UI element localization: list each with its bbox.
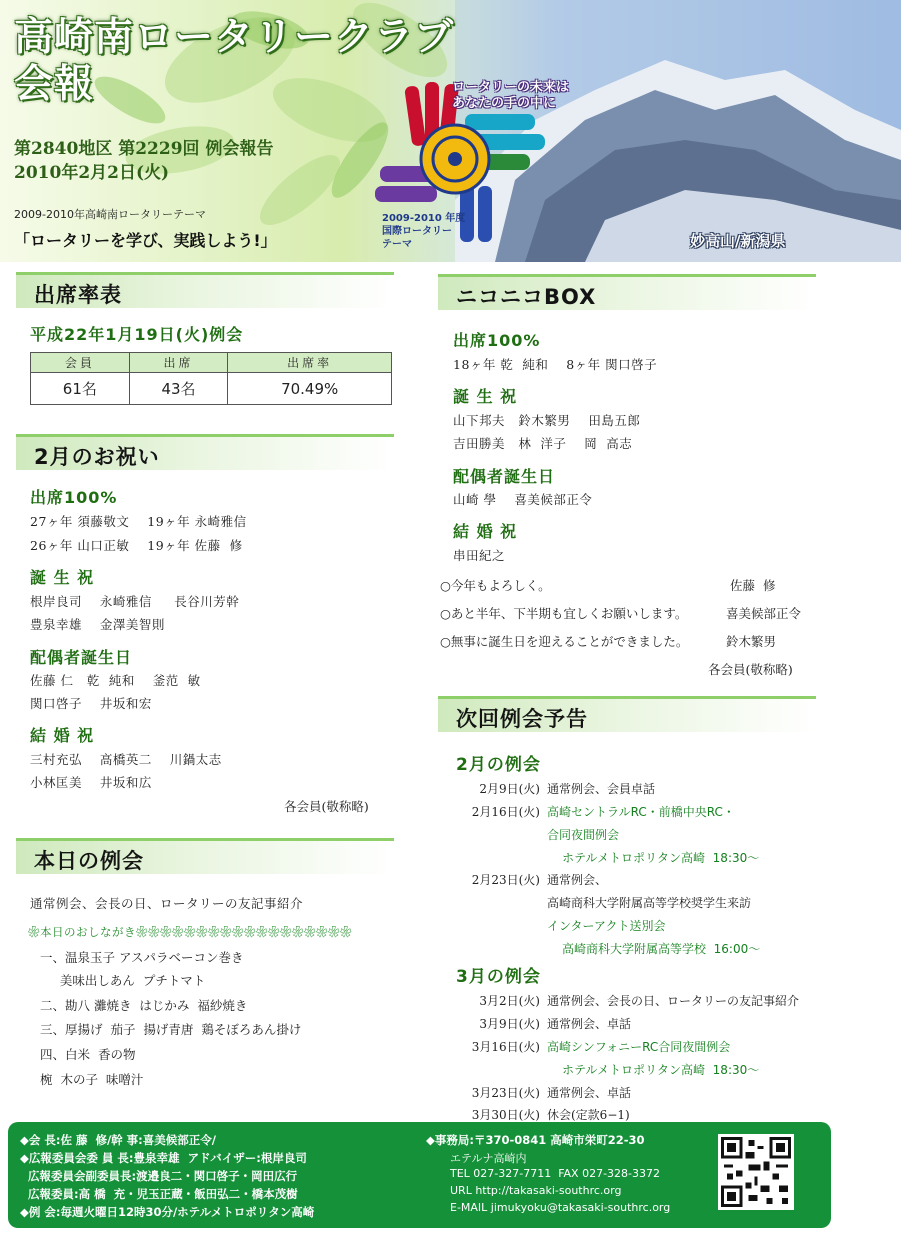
present-count: 43名 — [129, 373, 228, 405]
comment-name: 鈴木繁男 — [726, 634, 777, 649]
schedule-event: 合同夜間例会 — [547, 828, 620, 842]
nikoniko-birthday-heading: 誕 生 祝 — [453, 387, 518, 406]
honorific-note: 各会員(敬称略) — [708, 662, 793, 677]
footer-officers: ◆会 長:佐 藤 修/幹 事:喜美候部正令/ — [20, 1133, 216, 1147]
list-item: 吉田勝美 林 洋子 岡 高志 — [453, 436, 633, 451]
schedule-text: 通常例会、会員卓話 — [547, 782, 656, 796]
footer-office-building: エテルナ高崎内 — [450, 1152, 527, 1165]
list-item: 小林匡美 井坂和広 — [30, 775, 152, 790]
next-meeting-section-heading — [438, 696, 816, 732]
nikoniko-heading-text: ニコニコBOX — [456, 285, 597, 309]
menu-title: ❀本日のおしながき❀❀❀❀❀❀❀❀❀❀❀❀❀❀❀❀❀❀ — [28, 925, 352, 939]
honorific-note: 各会員(敬称略) — [284, 799, 369, 814]
footer-meeting-info: ◆例 会:毎週火曜日12時30分/ホテルメトロポリタン高崎 — [20, 1205, 315, 1219]
ri-year-line2: 国際ロータリー — [382, 226, 452, 237]
celebrations-section-heading — [16, 434, 394, 470]
table-header-rate: 出席率 — [228, 353, 392, 373]
footer-panel — [8, 1122, 831, 1228]
footer-email[interactable]: E-MAIL jimukyoku@takasaki-southrc.org — [450, 1201, 671, 1214]
list-item: 三村充弘 高橋英二 川鍋太志 — [30, 752, 222, 767]
attendance-meeting-date: 平成22年1月19日(火)例会 — [30, 325, 244, 344]
schedule-venue: ホテルメトロポリタン高崎 18:30〜 — [562, 851, 760, 865]
footer-phone-fax: TEL 027-327-7711 FAX 027-328-3372 — [450, 1167, 661, 1180]
today-heading-text: 本日の例会 — [34, 849, 144, 873]
schedule-text: 通常例会、卓話 — [547, 1086, 632, 1100]
celebrations-attendance-heading: 出席100% — [30, 488, 118, 507]
menu-item: 椀 木の子 味噌汁 — [40, 1072, 144, 1087]
ri-year-line3: テーマ — [382, 239, 412, 250]
schedule-date: 3月23日(火) — [471, 1086, 540, 1100]
footer-pr-vice: 広報委員会副委員長:渡邉良二・関口啓子・岡田広行 — [20, 1169, 298, 1183]
ri-year-theme — [382, 212, 465, 251]
schedule-venue: 高崎商科大学附属高等学校 16:00〜 — [562, 942, 761, 956]
nikoniko-wedding-heading: 結 婚 祝 — [453, 522, 518, 541]
schedule-date: 3月16日(火) — [471, 1040, 540, 1054]
list-item: 26ヶ年 山口正敏 19ヶ年 佐藤 修 — [30, 538, 243, 553]
schedule-text: 通常例会、 — [547, 873, 608, 887]
menu-item: 一、温泉玉子 アスパラベーコン巻き — [40, 950, 244, 965]
comment-text: ○あと半年、下半期も宜しくお願いします。 — [440, 606, 688, 621]
title-line-club: 高崎南ロータリークラブ — [14, 15, 455, 60]
schedule-text: 休会(定款6−1) — [547, 1108, 630, 1122]
ri-slogan — [452, 80, 569, 112]
today-section-heading — [16, 838, 394, 874]
celebrations-wedding-heading: 結 婚 祝 — [30, 726, 95, 745]
schedule-date: 3月30日(火) — [471, 1108, 540, 1122]
photo-location: 妙高山/新潟県 — [690, 232, 786, 250]
ri-slogan-line2: あなたの手の中に — [452, 96, 557, 111]
celebrations-heading-text: 2月のお祝い — [34, 445, 160, 469]
title-line-bulletin: 会報 — [14, 62, 95, 107]
schedule-text: 高崎商科大学附属高等学校奨学生来訪 — [547, 896, 752, 910]
attendance-section-heading — [16, 272, 394, 308]
comment-name: 佐藤 修 — [730, 578, 776, 593]
list-item: 根岸良司 永崎雅信 長谷川芳幹 — [30, 594, 240, 609]
attendance-heading-text: 出席率表 — [34, 283, 122, 307]
nikoniko-attendance-heading: 出席100% — [453, 331, 541, 350]
schedule-date: 3月2日(火) — [479, 994, 540, 1008]
list-item: 関口啓子 井坂和宏 — [30, 696, 152, 711]
members-count: 61名 — [31, 373, 130, 405]
newsletter-header — [0, 0, 901, 262]
footer-office: ◆事務局:〒370-0841 高崎市栄町22-30 — [426, 1133, 645, 1147]
schedule-date: 2月23日(火) — [471, 873, 540, 887]
list-item: 山下邦夫 鈴木繁男 田島五郎 — [453, 413, 641, 428]
schedule-date: 2月9日(火) — [479, 782, 540, 796]
schedule-text: 通常例会、会長の日、ロータリーの友記事紹介 — [547, 994, 800, 1008]
comment-text: ○今年もよろしく。 — [440, 578, 551, 593]
district-meeting-info: 第2840地区 第2229回 例会報告 — [14, 139, 274, 159]
club-theme-label: 2009-2010年高崎南ロータリーテーマ — [14, 208, 206, 221]
attendance-rate: 70.49% — [228, 373, 392, 405]
schedule-date: 2月16日(火) — [471, 805, 540, 819]
celebrations-spouse-heading: 配偶者誕生日 — [30, 648, 133, 667]
comment-name: 喜美候部正令 — [726, 606, 802, 621]
next-heading-text: 次回例会予告 — [456, 707, 588, 731]
club-theme: 「ロータリーを学び、実践しよう!」 — [14, 231, 277, 250]
list-item: 27ヶ年 須藤敬文 19ヶ年 永崎雅信 — [30, 514, 247, 529]
schedule-venue: ホテルメトロポリタン高崎 18:30〜 — [562, 1063, 760, 1077]
list-item: 18ヶ年 乾 純和 8ヶ年 関口啓子 — [453, 357, 658, 372]
menu-item: 三、厚揚げ 茄子 揚げ青唐 鶏そぼろあん掛け — [40, 1022, 302, 1037]
feb-meetings-heading: 2月の例会 — [456, 755, 541, 775]
footer-url[interactable]: URL http://takasaki-southrc.org — [450, 1184, 622, 1197]
schedule-event: インターアクト送別会 — [547, 919, 666, 933]
ri-year-line1: 2009-2010 年度 — [382, 213, 466, 224]
comment-text: ○無事に誕生日を迎えることができました。 — [440, 634, 689, 649]
attendance-table — [30, 352, 392, 405]
list-item: 佐藤 仁 乾 純和 釜范 敏 — [30, 673, 201, 688]
footer-pr-members: 広報委員:高 橋 充・児玉正蔵・飯田弘二・橋本茂樹 — [20, 1187, 298, 1201]
celebrations-birthday-heading: 誕 生 祝 — [30, 568, 95, 587]
ri-slogan-line1: ロータリーの未来は — [452, 80, 570, 95]
schedule-text: 通常例会、卓話 — [547, 1017, 632, 1031]
schedule-date: 3月9日(火) — [479, 1017, 540, 1031]
menu-item: 四、白米 香の物 — [40, 1047, 136, 1062]
meeting-date: 2010年2月2日(火) — [14, 163, 170, 183]
table-header-present: 出席 — [129, 353, 228, 373]
schedule-event: 高崎セントラルRC・前橋中央RC・ — [547, 805, 735, 819]
nikoniko-spouse-heading: 配偶者誕生日 — [453, 467, 556, 486]
today-description: 通常例会、会長の日、ロータリーの友記事紹介 — [30, 896, 304, 911]
nikoniko-section-heading — [438, 274, 816, 310]
schedule-event: 高崎シンフォニーRC合同夜間例会 — [547, 1040, 731, 1054]
table-row — [31, 373, 392, 405]
list-item: 豊泉幸雄 金澤美智則 — [30, 617, 165, 632]
table-header-row — [31, 353, 392, 373]
menu-item: 二、勘八 灘焼き はじかみ 福紗焼き — [40, 998, 248, 1013]
qr-code-icon — [718, 1134, 794, 1210]
menu-item: 美味出しあん プチトマト — [40, 973, 206, 988]
table-header-members: 会員 — [31, 353, 130, 373]
list-item: 串田紀之 — [453, 548, 506, 563]
mar-meetings-heading: 3月の例会 — [456, 967, 541, 987]
list-item: 山崎 學 喜美候部正令 — [453, 492, 593, 507]
footer-pr-committee: ◆広報委員会委 員 長:豊泉幸雄 アドバイザー:根岸良司 — [20, 1151, 307, 1165]
